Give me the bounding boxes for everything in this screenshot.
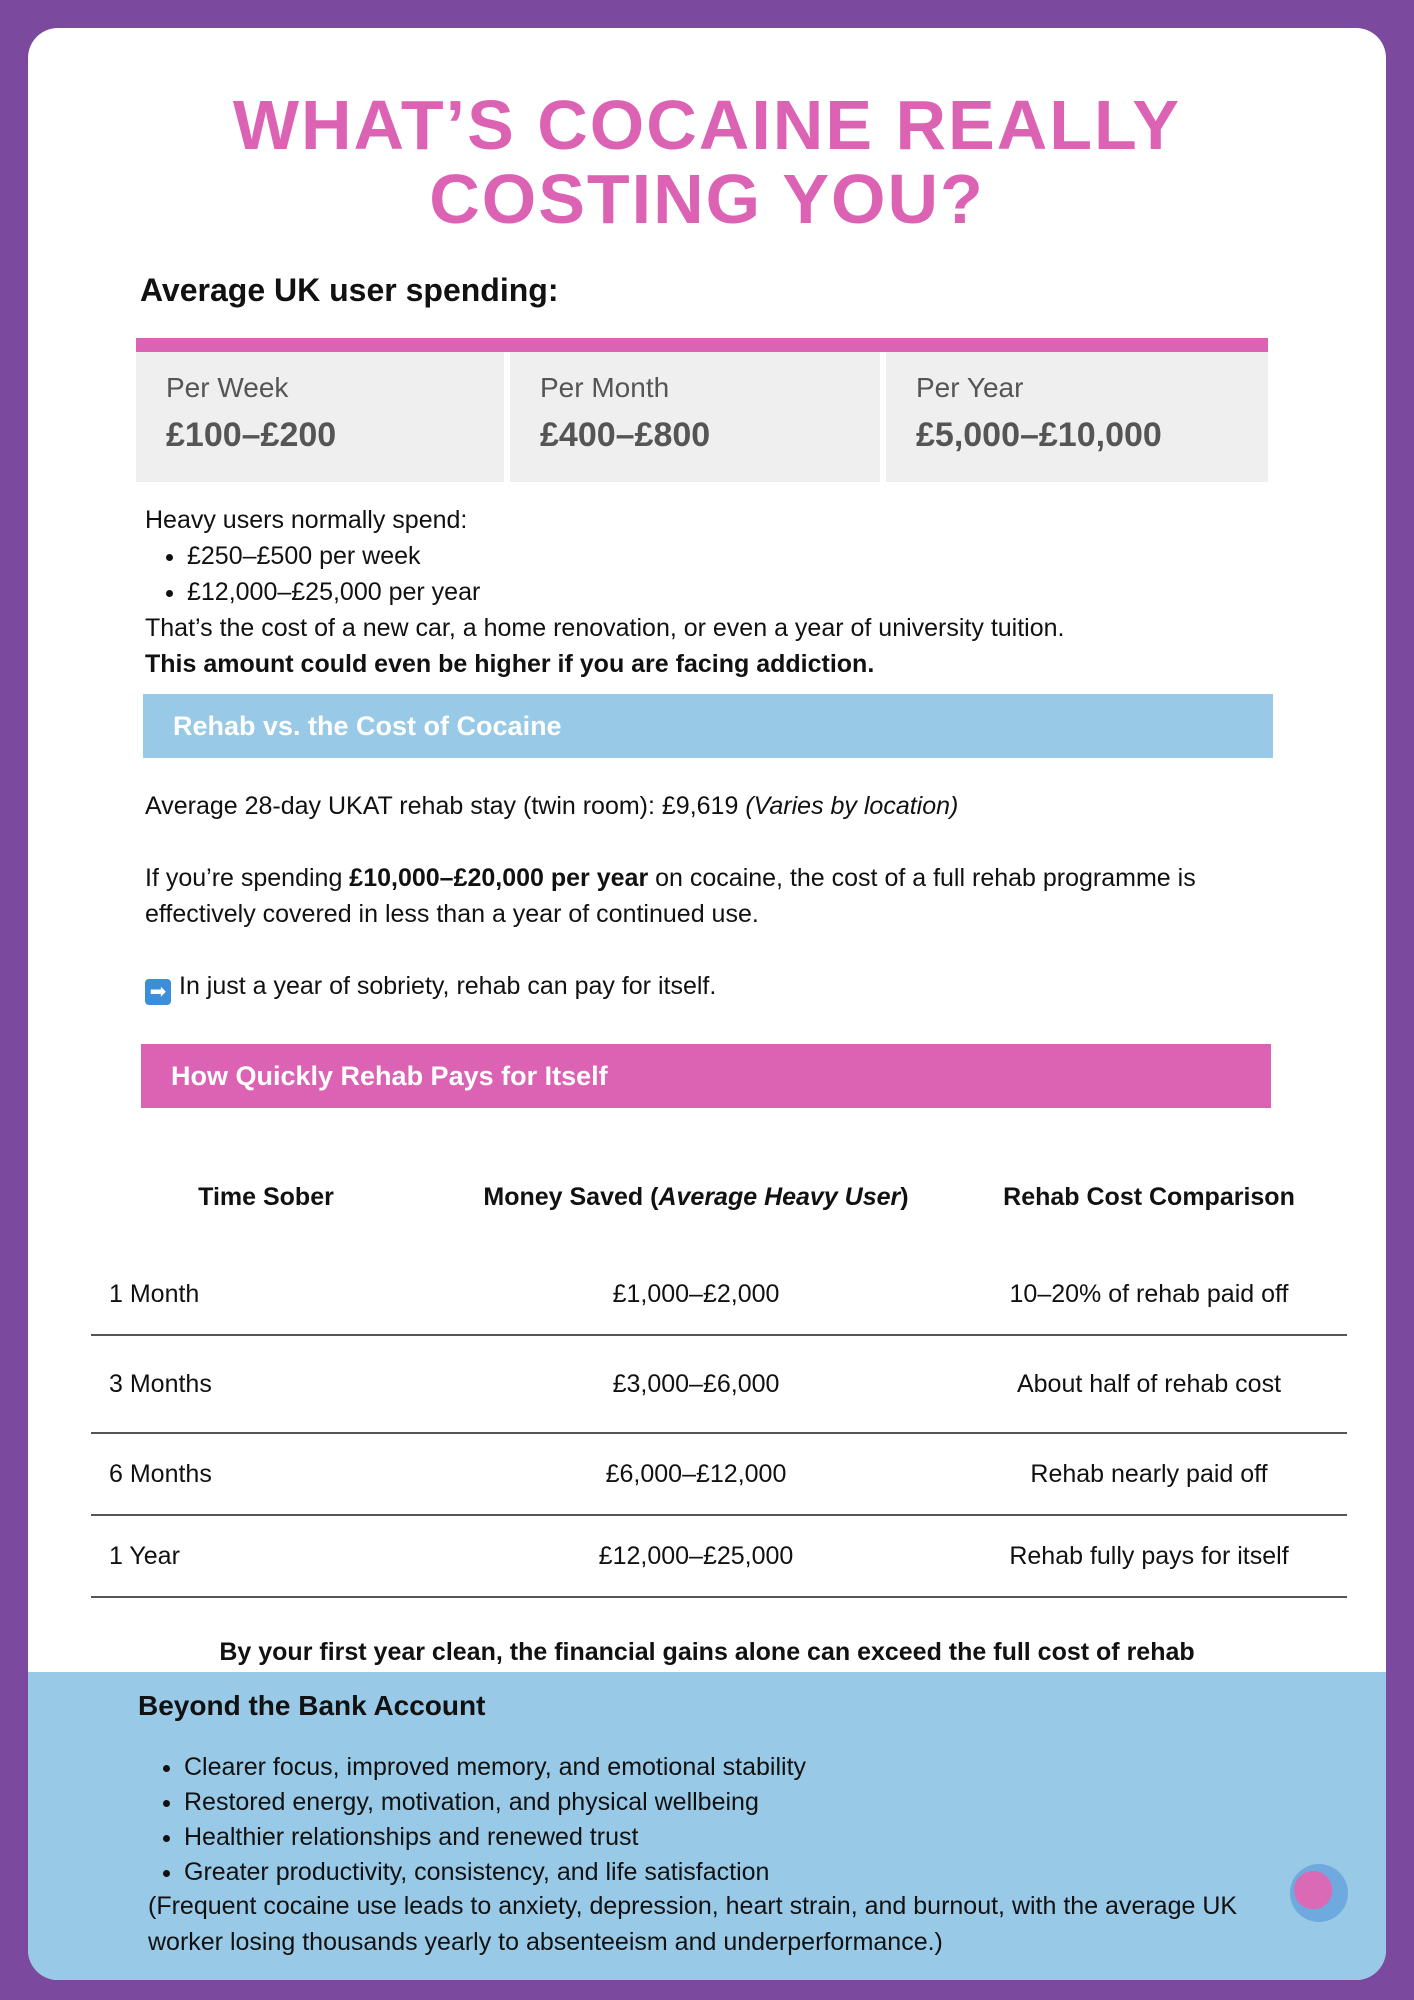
payback-table <box>91 1140 1347 1598</box>
col-time-sober: Time Sober <box>198 1183 334 1211</box>
addiction-warning: This amount could even be higher if you are facing addiction. <box>145 650 875 678</box>
beyond-heading: Beyond the Bank Account <box>138 1690 486 1721</box>
per-week-box: Per Week £100–£200 <box>136 352 504 482</box>
spending-coverage-text: If you’re spending £10,000–£20,000 per year on cocaine, the cost of a full rehab programme is effectively covered in less than a year of continued use. <box>145 864 1196 928</box>
rehab-vs-cost-banner: Rehab vs. the Cost of Cocaine <box>143 694 1273 758</box>
list-item: • Restored energy, motivation, and physical wellbeing <box>184 1785 806 1820</box>
heavy-users-intro: Heavy users normally spend: <box>145 506 468 534</box>
table-row: 6 Months £6,000–£12,000 Rehab nearly paid off <box>91 1433 1347 1515</box>
col-rehab-comparison: Rehab Cost Comparison <box>1003 1183 1295 1211</box>
per-month-box: Per Month £400–£800 <box>510 352 880 482</box>
page-title: WHAT’S COCAINE REALLY COSTING YOU? <box>232 86 1182 238</box>
health-note: (Frequent cocaine use leads to anxiety, depression, heart strain, and burnout, with the average UK worker losing thousands yearly to absenteeism and underperformance.) <box>148 1892 1238 1956</box>
list-item: • Clearer focus, improved memory, and emotional stability <box>184 1750 806 1785</box>
pink-divider <box>136 338 1268 352</box>
table-row: 1 Year £12,000–£25,000 Rehab fully pays for itself <box>91 1515 1347 1597</box>
payback-banner: How Quickly Rehab Pays for Itself <box>141 1044 1271 1108</box>
brand-logo-icon <box>1290 1864 1348 1922</box>
list-item: • Healthier relationships and renewed trust <box>184 1820 806 1855</box>
arrow-right-icon: ➡ <box>145 979 171 1005</box>
col-money-saved: Money Saved (Average Heavy User) <box>483 1183 909 1211</box>
average-spending-heading: Average UK user spending: <box>140 272 559 308</box>
list-item: • £250–£500 per week <box>187 538 480 574</box>
benefits-list <box>138 1750 806 1890</box>
table-row: 1 Month £1,000–£2,000 10–20% of rehab paid off <box>91 1254 1347 1335</box>
rehab-stay-text: Average 28-day UKAT rehab stay (twin room): £9,619 (Varies by location) <box>145 792 959 820</box>
beyond-bank-section <box>28 1672 1386 1980</box>
list-item: • Greater productivity, consistency, and life satisfaction <box>184 1855 806 1890</box>
payback-conclusion: By your first year clean, the financial gains alone can exceed the full cost of rehab <box>219 1638 1195 1666</box>
sobriety-payback-text: ➡ In just a year of sobriety, rehab can pay for itself. <box>145 968 716 1005</box>
table-row: 3 Months £3,000–£6,000 About half of rehab cost <box>91 1335 1347 1433</box>
cost-comparison-text: That’s the cost of a new car, a home renovation, or even a year of university tuition. <box>145 614 1065 642</box>
heavy-users-list <box>145 538 480 610</box>
list-item: • £12,000–£25,000 per year <box>187 574 480 610</box>
per-year-box: Per Year £5,000–£10,000 <box>886 352 1268 482</box>
page-card <box>28 28 1386 1980</box>
